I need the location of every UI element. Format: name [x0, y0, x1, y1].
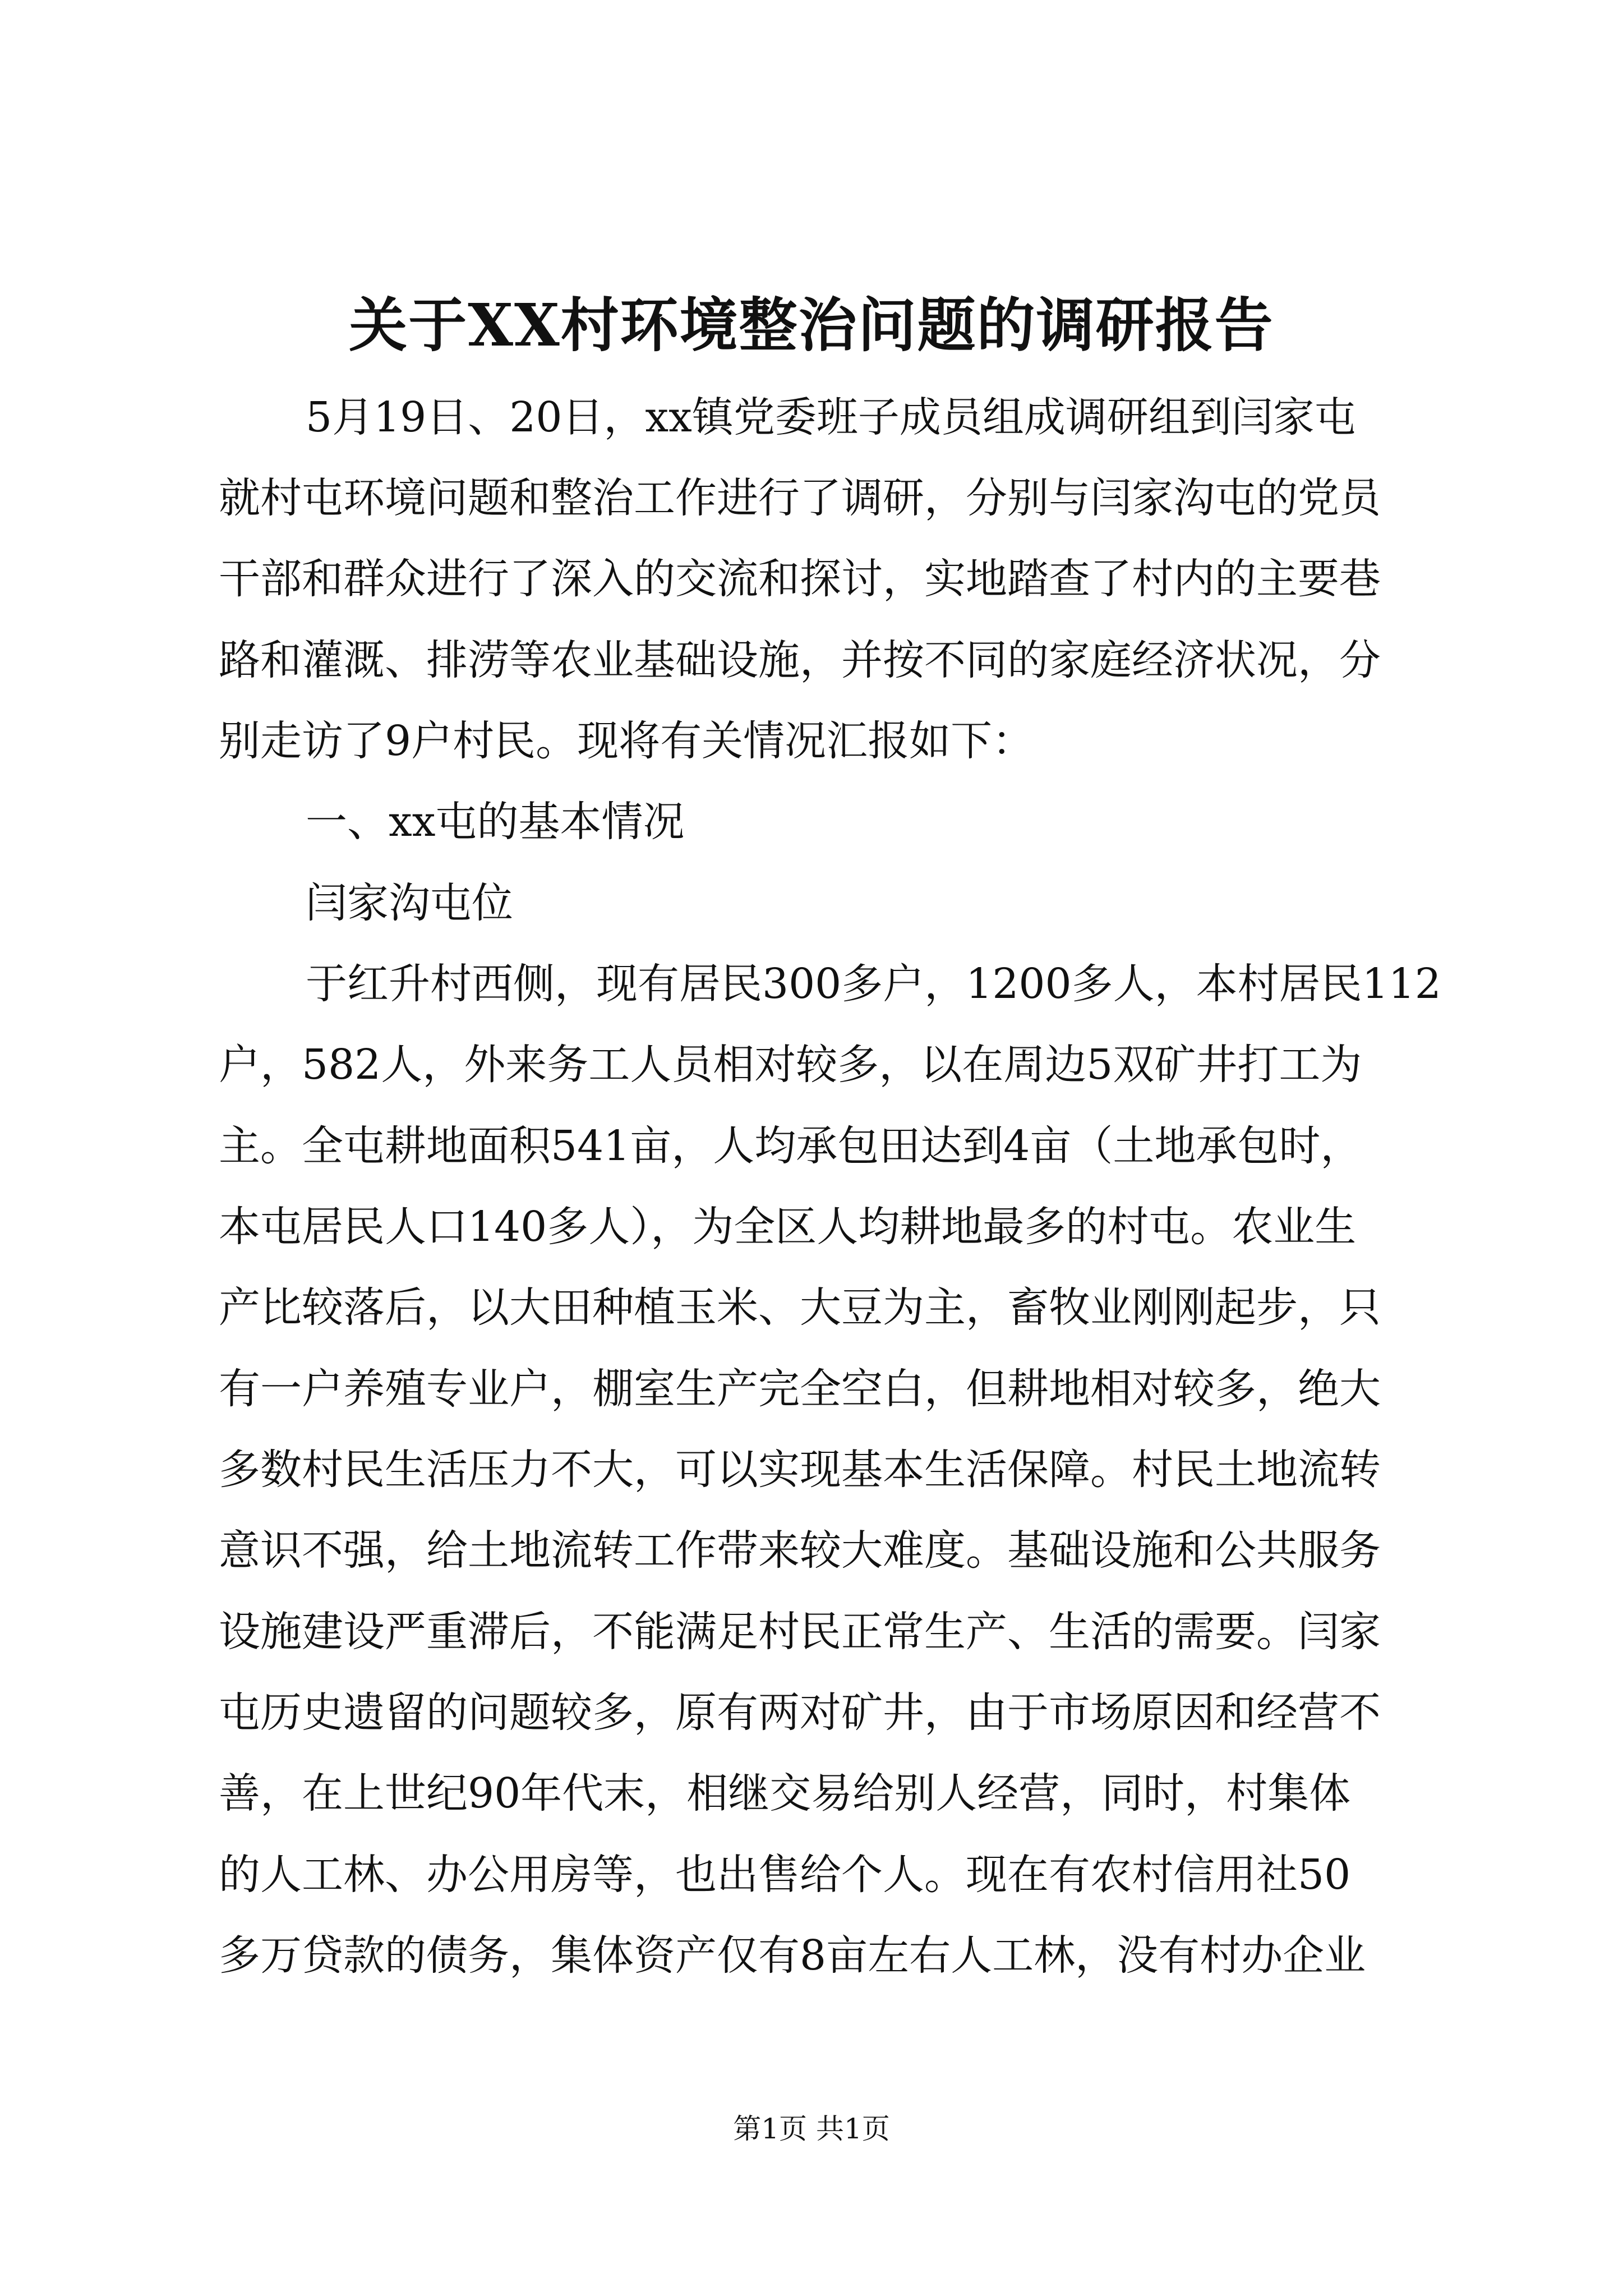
page-footer: 第1页 共1页 — [733, 2113, 890, 2145]
body-line-5: 别走访了9户村民。现将有关情况汇报如下： — [219, 717, 1034, 765]
body-line-2: 就村屯环境问题和整治工作进行了调研，分别与闫家沟屯的党员 — [219, 474, 1381, 522]
body-line-3: 干部和群众进行了深入的交流和探讨，实地踏查了村内的主要巷 — [219, 555, 1381, 603]
body-line-4: 路和灌溉、排涝等农业基础设施，并按不同的家庭经济状况，分 — [219, 636, 1381, 684]
body-line-19: 的人工林、办公用房等，也出售给个人。现在有农村信用社50 — [219, 1851, 1351, 1899]
body-line-10: 主。全屯耕地面积541亩，人均承包田达到4亩（土地承包时， — [219, 1122, 1362, 1170]
body-line-8: 于红升村西侧，现有居民300多户，1200多人，本村居民112 — [306, 960, 1441, 1008]
body-line-15: 意识不强，给土地流转工作带来较大难度。基础设施和公共服务 — [219, 1526, 1381, 1575]
section-heading-1: 一、xx屯的基本情况 — [306, 798, 685, 846]
body-line-9: 户，582人，外来务工人员相对较多，以在周边5双矿井打工为 — [219, 1041, 1362, 1089]
body-line-7: 闫家沟屯位 — [306, 879, 513, 927]
body-line-16: 设施建设严重滞后，不能满足村民正常生产、生活的需要。闫家 — [219, 1608, 1381, 1656]
document-title: 关于XX村环境整治问题的调研报告 — [349, 291, 1274, 360]
body-line-13: 有一户养殖专业户，棚室生产完全空白，但耕地相对较多，绝大 — [219, 1365, 1381, 1413]
body-line-1: 5月19日、20日，xx镇党委班子成员组成调研组到闫家屯 — [306, 393, 1356, 441]
body-line-17: 屯历史遗留的问题较多，原有两对矿井，由于市场原因和经营不 — [219, 1688, 1381, 1737]
body-line-20: 多万贷款的债务，集体资产仅有8亩左右人工林，没有村办企业 — [219, 1931, 1366, 1980]
body-line-14: 多数村民生活压力不大，可以实现基本生活保障。村民土地流转 — [219, 1446, 1381, 1494]
body-line-11: 本屯居民人口140多人），为全区人均耕地最多的村屯。农业生 — [219, 1203, 1357, 1251]
body-line-12: 产比较落后，以大田种植玉米、大豆为主，畜牧业刚刚起步，只 — [219, 1283, 1381, 1332]
body-line-18: 善，在上世纪90年代末，相继交易给别人经营，同时，村集体 — [219, 1769, 1351, 1818]
